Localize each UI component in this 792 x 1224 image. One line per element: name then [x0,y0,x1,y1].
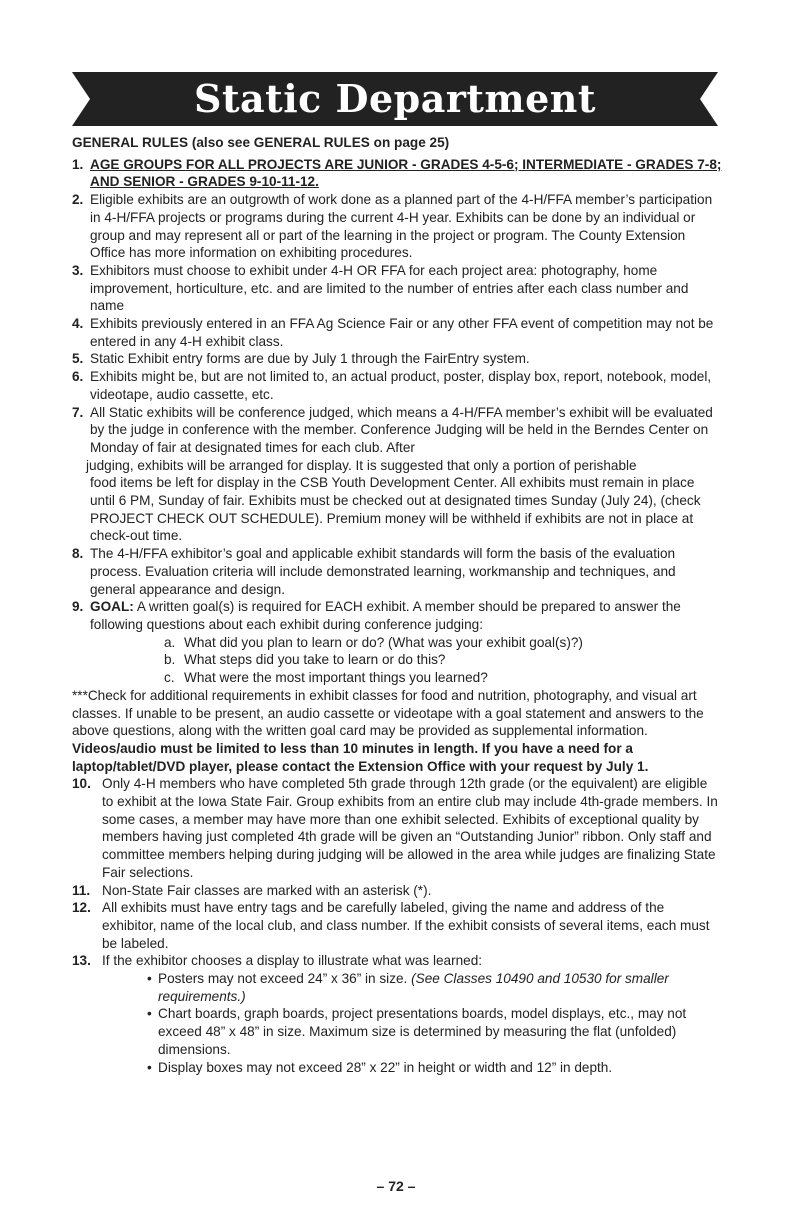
rule-text: Exhibitors must choose to exhibit under 4-H OR FFA for each project area: photography, home improvement, horticulture, etc. and are limited to the number of entries after each class number and name [90,262,689,314]
rule-text: Non-State Fair classes are marked with an asterisk (*). [102,882,432,898]
rule-item [72,882,722,900]
rule-item [72,404,722,546]
rule-item [72,368,722,403]
bullet-text: Display boxes may not exceed 28” x 22” in height or width and 12” in depth. [158,1059,613,1075]
rule-item [72,262,722,315]
question-letter: c. [164,670,175,686]
rule-text: food items be left for display in the CSB Youth Development Center. All exhibits must remain in place until 6 PM, Sunday of fair. Exhibits must be checked out at designated times Sunday (July 24), (check PROJECT CHECK OUT SCHEDULE). Premium money will be withheld if exhibits are not in place at check-out time. [90,475,701,544]
rule-text: All exhibits must have entry tags and be carefully labeled, giving the name and address of the exhibitor, name of the local club, and class number. If the exhibit consists of several items, each must be labeled. [102,900,710,951]
goal-question [72,669,722,687]
rule-number: 6. [72,369,84,385]
rule-number: 12. [72,900,91,916]
question-letter: b. [164,652,176,668]
rule-number: 7. [72,404,84,420]
rule-text: Only 4-H members who have completed 5th grade through 12th grade (or the equivalent) are eligible to exhibit at the Iowa State Fair. Group exhibits from an entire club may include 4th-grade members. In some cases, a member may have more than one exhibit selected. Exhibits of exceptional quality by members having just completed 4th grade will be given an “Outstanding Junior” ribbon. Only staff and committee members helping during judging will be allowed in the area while judges are finalizing State Fair selections. [102,776,718,880]
rule-item [72,545,722,598]
rule-number: 10. [72,776,91,792]
rule-item [72,598,722,633]
rule-number: 2. [72,192,84,208]
display-bullet [72,1059,722,1077]
display-bullet [72,1005,722,1058]
rule-number: 4. [72,316,84,332]
rule-number: 5. [72,351,84,367]
rule-item [72,350,722,368]
goal-label: GOAL: [90,599,134,615]
bullet-icon: • [147,971,152,987]
question-letter: a. [164,634,176,650]
rule-text-outdent: judging, exhibits will be arranged for display. It is suggested that only a portion of perishable [86,457,637,473]
rule-text: A written goal(s) is required for EACH exhibit. A member should be prepared to answer the following questions about each exhibit during conference judging: [90,599,681,632]
bullet-note: (See Classes 10490 and 10530 for smaller requirements.) [158,971,669,1004]
bullet-icon: • [147,1059,152,1075]
page-title: Static Department [194,76,596,121]
rule-text: Exhibits previously entered in an FFA Ag Science Fair or any other FFA event of competition may not be entered in any 4-H exhibit class. [90,316,714,349]
rule-text: Exhibits might be, but are not limited to, an actual product, poster, display box, report, notebook, model, videotape, audio cassette, etc. [90,369,712,402]
rule-item [72,191,722,262]
display-bullet [72,970,722,1005]
goal-question [72,634,722,652]
question-text: What steps did you take to learn or do this? [184,652,446,668]
page-number: – 72 – [376,1178,416,1194]
bullet-text: Chart boards, graph boards, project presentations boards, model displays, etc., may not exceed 48” x 48” in size. Maximum size is determined by measuring the flat (unfolded) dimensions. [158,1006,687,1057]
rules-content [72,134,722,1076]
check-note-bold: Videos/audio must be limited to less than 10 minutes in length. If you have a need for a laptop/tablet/DVD player, please contact the Extension Office with your request by July 1. [72,740,649,774]
rule-number: 8. [72,546,84,562]
rule-item [72,952,722,970]
rule-item [72,156,722,191]
question-text: What did you plan to learn or do? (What was your exhibit goal(s)?) [184,634,583,650]
rule-item [72,315,722,350]
rule-text: The 4-H/FFA exhibitor’s goal and applicable exhibit standards will form the basis of the evaluation process. Evaluation criteria will include demonstrated learning, workmanship and techniques, and general appearance and design. [90,546,676,597]
check-note [72,687,722,776]
bullet-icon: • [147,1006,152,1022]
rule-item [72,899,722,952]
rule-number: 11. [72,882,91,898]
rule-text: Eligible exhibits are an outgrowth of work done as a planned part of the 4-H/FFA member’s participation in 4-H/FFA projects or programs during the current 4-H year. Exhibits can be done by an individual or group and may represent all or part of the learning in the project or program. The County Extension Office has more information on exhibiting procedures. [90,192,713,261]
department-banner [72,72,718,126]
rule-number: 13. [72,953,91,969]
rule-text: If the exhibitor chooses a display to illustrate what was learned: [102,953,483,969]
rule-text: All Static exhibits will be conference judged, which means a 4-H/FFA member’s exhibit will be evaluated by the judge in conference with the member. Conference Judging will be held in the Berndes Center on Monday of fair at designated times for each club. After [90,404,713,455]
bullet-text: Posters may not exceed 24” x 36” in size. [158,971,408,987]
goal-question [72,651,722,669]
check-note-text: ***Check for additional requirements in exhibit classes for food and nutrition, photography, and visual art classes. If unable to be present, an audio cassette or videotape with a goal statement and answers to the above questions, along with the written goal card may be provided as supplemental information. [72,687,704,739]
rule-text: AGE GROUPS FOR ALL PROJECTS ARE JUNIOR - GRADES 4-5-6; INTERMEDIATE - GRADES 7-8; AND SENIOR - GRADES 9-10-11-12. [90,156,722,190]
general-rules-heading: GENERAL RULES (also see GENERAL RULES on page 25) [72,135,450,150]
rule-number: 3. [72,262,84,278]
rule-text: Static Exhibit entry forms are due by July 1 through the FairEntry system. [90,351,530,367]
rule-number: 9. [72,599,84,615]
rule-item [72,775,722,881]
rule-number: 1. [72,156,84,172]
question-text: What were the most important things you learned? [184,670,488,686]
